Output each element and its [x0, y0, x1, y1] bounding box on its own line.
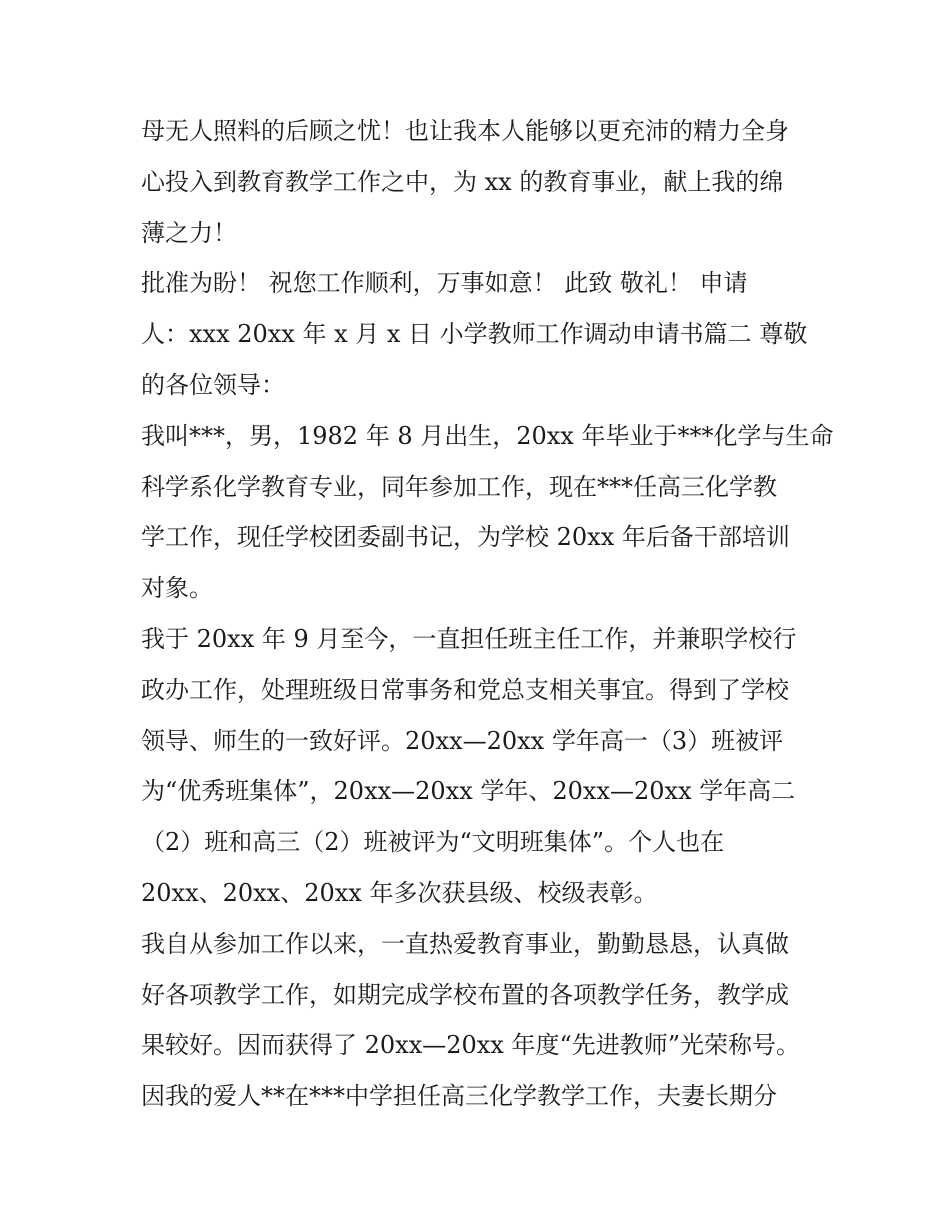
text-line: 我自从参加工作以来，一直热爱教育事业，勤勤恳恳，认真做 — [141, 929, 789, 958]
text-line: 20xx、20xx、20xx 年多次获县级、校级表彰。 — [141, 878, 658, 907]
text-line: 因我的爱人**在***中学担任高三化学教学工作，夫妻长期分 — [141, 1082, 777, 1111]
body-text — [141, 106, 834, 1122]
text-line: 学工作，现任学校团委副书记，为学校 20xx 年后备干部培训 — [141, 523, 790, 552]
text-line: 人：xxx 20xx 年 x 月 x 日 小学教师工作调动申请书篇二 尊敬 — [141, 320, 808, 349]
text-line: 领导、师生的一致好评。20xx—20xx 学年高一（3）班被评 — [141, 726, 784, 755]
text-line: 果较好。因而获得了 20xx—20xx 年度“先进教师”光荣称号。 — [141, 1031, 801, 1060]
text-line: 对象。 — [141, 574, 213, 603]
text-line: 政办工作，处理班级日常事务和党总支相关事宜。得到了学校 — [141, 675, 789, 704]
text-line: 我于 20xx 年 9 月至今，一直担任班主任工作，并兼职学校行 — [141, 624, 797, 653]
text-line: 好各项教学工作，如期完成学校布置的各项教学任务，教学成 — [141, 980, 789, 1009]
text-line: （2）班和高三（2）班被评为“文明班集体”。个人也在 — [141, 828, 725, 857]
text-line: 薄之力！ — [141, 218, 237, 247]
text-line: 为“优秀班集体”，20xx—20xx 学年、20xx—20xx 学年高二 — [141, 777, 796, 806]
text-line: 心投入到教育教学工作之中，为 xx 的教育事业，献上我的绵 — [141, 167, 784, 196]
text-line: 批准为盼！ 祝您工作顺利，万事如意！ 此致 敬礼！ 申请 — [141, 269, 748, 298]
text-line: 科学系化学教育专业，同年参加工作，现在***任高三化学教 — [141, 472, 777, 501]
text-line: 母无人照料的后顾之忧！也让我本人能够以更充沛的精力全身 — [141, 117, 789, 145]
text-line: 我叫***，男，1982 年 8 月出生，20xx 年毕业于***化学与生命 — [141, 421, 834, 450]
text-line: 的各位领导： — [141, 370, 285, 399]
